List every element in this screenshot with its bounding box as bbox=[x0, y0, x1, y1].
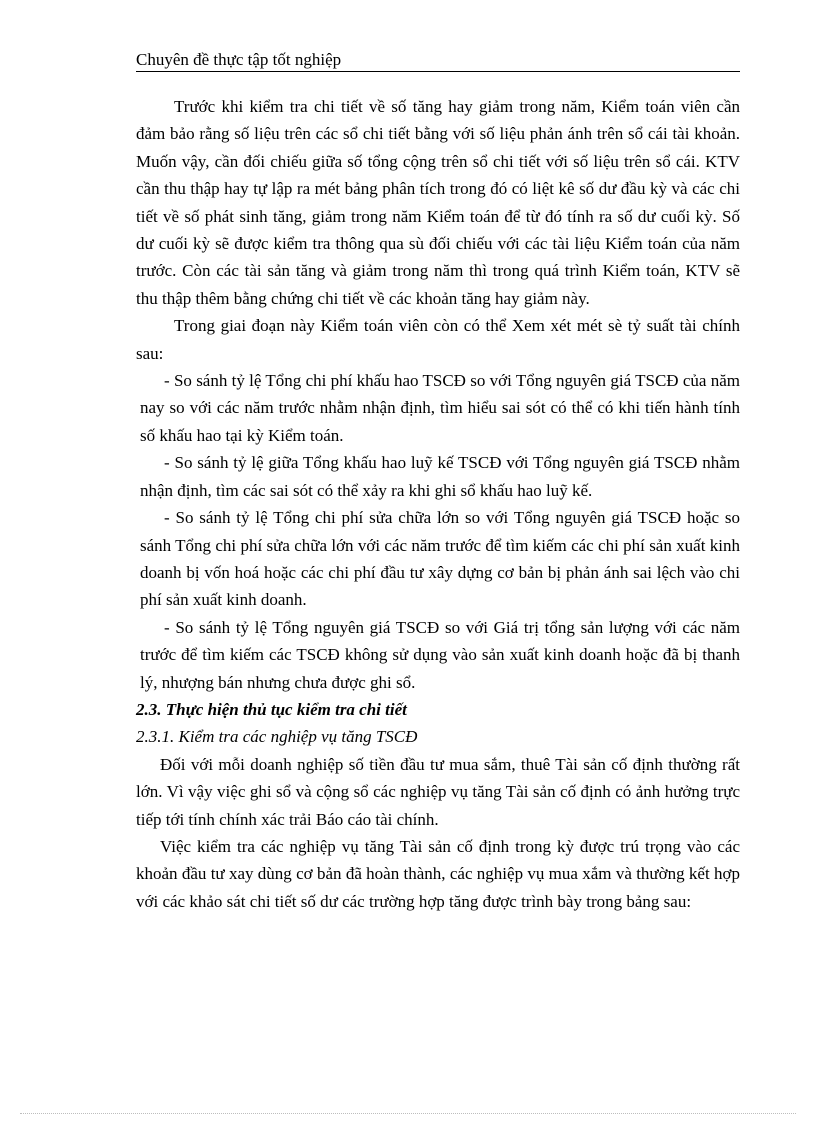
page-header bbox=[136, 50, 740, 72]
paragraph: Đối với mỗi doanh nghiệp số tiền đầu tư mua sắm, thuê Tài sản cố định thường rất lớn. Vì vậy việc ghi sổ và cộng sổ các nghiệp vụ tăng Tài sản cố định có ảnh hưởng trực tiếp tới tính chính xác trải Báo cáo tài chính. bbox=[136, 754, 740, 829]
paragraph: Trước khi kiểm tra chi tiết về số tăng hay giảm trong năm, Kiểm toán viên cần đảm bảo rằng số liệu trên các sổ chi tiết bằng với số liệu phản ánh trên sổ cái tài khoản. Muốn vậy, cần đối chiếu giữa số tổng cộng trên sổ chi tiết với số liệu trên sổ cái. KTV cần thu thập hay tự lập ra mét bảng phân tích trong đó có liệt kê số dư đầu kỳ và các chi tiết về số phát sinh tăng, giảm trong năm Kiểm toán để từ đó tính ra số dư cuối kỳ. Số dư cuối kỳ sẽ được kiểm tra thông qua sù đối chiếu với các tài liệu Kiểm toán của năm trước. Còn các tài sản tăng và giảm trong năm thì trong quá trình Kiểm toán, KTV sẽ thu thập thêm bằng chứng chi tiết về các khoản tăng hay giảm này. bbox=[136, 97, 740, 308]
bullet-item: - So sánh tỷ lệ Tổng chi phí khấu hao TSCĐ so với Tổng nguyên giá TSCĐ của năm nay so với các năm trước nhằm nhận định, tìm hiểu sai sót có thể có khi tiến hành tính số khấu hao tại kỳ Kiểm toán. bbox=[140, 371, 740, 445]
paragraph: Trong giai đoạn này Kiểm toán viên còn có thể Xem xét mét sè tỷ suất tài chính sau: bbox=[136, 316, 740, 363]
page-bottom-divider bbox=[20, 1113, 796, 1114]
paragraph: Việc kiểm tra các nghiệp vụ tăng Tài sản cố định trong kỳ được trú trọng vào các khoản đầu tư xay dùng cơ bản đã hoàn thành, các nghiệp vụ mua xắm và thường kết hợp với các khảo sát chi tiết số dư các trường hợp tăng được trình bày trong bảng sau: bbox=[136, 836, 740, 911]
subsection-heading: 2.3.1. Kiểm tra các nghiệp vụ tăng TSCĐ bbox=[136, 727, 418, 747]
section-heading: 2.3. Thực hiện thủ tục kiểm tra chi tiết bbox=[136, 699, 407, 719]
bullet-item: - So sánh tỷ lệ Tổng nguyên giá TSCĐ so với Giá trị tổng sản lượng với các năm trước để tìm kiếm các TSCĐ không sử dụng vào sản xuất kinh doanh hoặc đã bị thanh lý, nhượng bán nhưng chưa được ghi sổ. bbox=[140, 617, 740, 692]
bullet-item: - So sánh tỷ lệ Tổng chi phí sửa chữa lớn so với Tổng nguyên giá TSCĐ hoặc so sánh Tổng chi phí sửa chữa lớn với các năm trước để tìm kiếm các chi phí sản xuất kinh doanh bị vốn hoá hoặc các chi phí đầu tư xây dựng cơ bản bị phản ánh sai lệch vào chi phí sản xuất kinh doanh. bbox=[140, 508, 740, 610]
bullet-item: - So sánh tỷ lệ giữa Tổng khấu hao luỹ kế TSCĐ với Tổng nguyên giá TSCĐ nhằm nhận định, tìm các sai sót có thể xảy ra khi ghi sổ khấu hao luỹ kế. bbox=[140, 453, 740, 500]
header-title: Chuyên đề thực tập tốt nghiệp bbox=[136, 50, 342, 69]
document-body bbox=[136, 93, 740, 915]
